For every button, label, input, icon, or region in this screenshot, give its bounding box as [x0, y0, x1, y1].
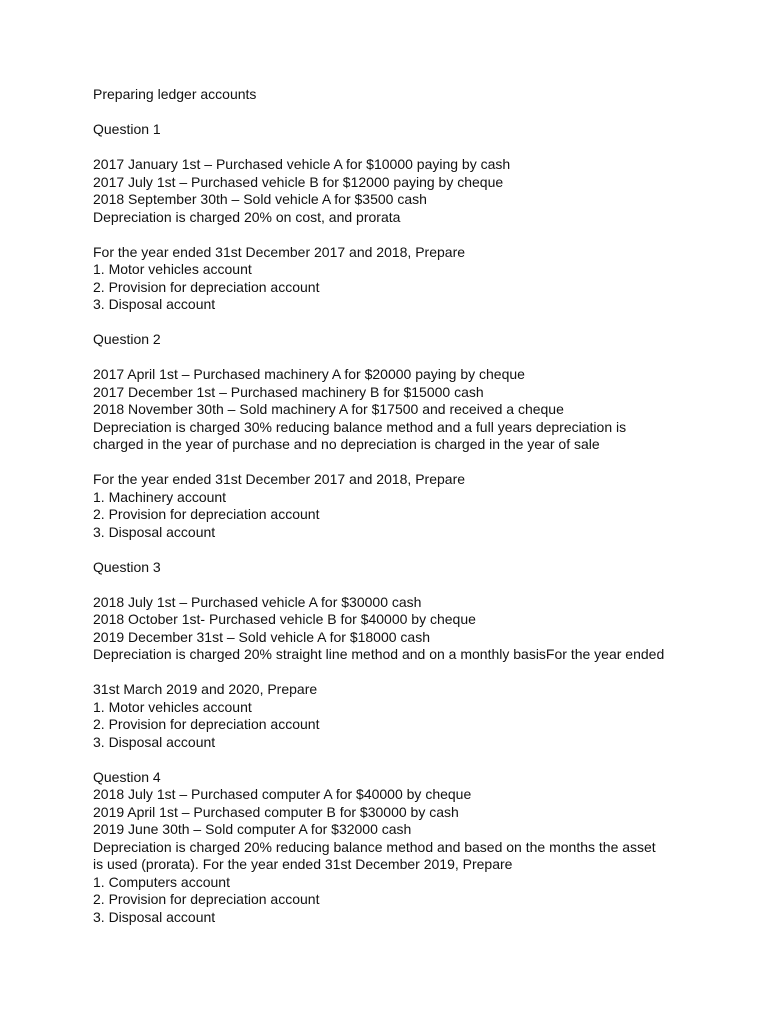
depreciation-note: Depreciation is charged 20% on cost, and prorata: [93, 208, 401, 225]
transaction-line: 2019 December 31st – Sold vehicle A for $18000 cash: [93, 628, 430, 645]
list-item: 2. Provision for depreciation account: [93, 716, 320, 732]
question-prompt: For the year ended 31st December 2017 and 2018, Prepare: [93, 471, 466, 487]
list-item: 2. Provision for depreciation account: [93, 278, 320, 295]
list-item: 2. Provision for depreciation account: [93, 891, 320, 907]
spacer: [93, 104, 733, 122]
depreciation-note: Depreciation is charged 20% straight line method and on a monthly basisFor the year ended: [93, 646, 665, 662]
transaction-line: 2019 April 1st – Purchased computer B for $30000 by cash: [93, 803, 459, 820]
spacer: [93, 139, 733, 157]
question-prompt: 31st March 2019 and 2020, Prepare: [93, 681, 318, 697]
transaction-line: 2018 October 1st- Purchased vehicle B for $40000 by cheque: [93, 611, 476, 627]
transaction-line: 2018 July 1st – Purchased computer A for $40000 by cheque: [93, 786, 472, 802]
spacer: [93, 349, 733, 367]
question-2: [93, 331, 733, 559]
spacer: [93, 541, 733, 559]
question-prompt: For the year ended 31st December 2017 and 2018, Prepare: [93, 243, 466, 260]
question-4: [93, 769, 733, 927]
spacer: [93, 664, 733, 682]
list-item: 1. Motor vehicles account: [93, 698, 252, 715]
depreciation-note: Depreciation is charged 20% reducing balance method and based on the months the asset: [93, 838, 656, 855]
question-heading: Question 2: [93, 331, 161, 347]
transaction-line: 2017 July 1st – Purchased vehicle B for $12000 paying by cheque: [93, 173, 504, 190]
list-item: 1. Computers account: [93, 873, 230, 890]
list-item: 2. Provision for depreciation account: [93, 506, 320, 522]
transaction-line: 2018 September 30th – Sold vehicle A for $3500 cash: [93, 191, 427, 207]
spacer: [93, 226, 733, 244]
list-item: 1. Motor vehicles account: [93, 261, 252, 277]
transaction-line: 2019 June 30th – Sold computer A for $32000 cash: [93, 821, 412, 837]
transaction-line: 2017 January 1st – Purchased vehicle A for $10000 paying by cash: [93, 156, 511, 172]
question-heading: Question 1: [93, 121, 161, 137]
transaction-line: 2017 April 1st – Purchased machinery A for $20000 paying by cheque: [93, 366, 525, 382]
spacer: [93, 751, 733, 769]
transaction-line: 2017 December 1st – Purchased machinery B for $15000 cash: [93, 383, 484, 400]
question-1: [93, 121, 733, 331]
depreciation-note: Depreciation is charged 30% reducing balance method and a full years depreciation is: [93, 418, 627, 435]
list-item: 1. Machinery account: [93, 488, 227, 505]
list-item: 3. Disposal account: [93, 523, 216, 540]
list-item: 3. Disposal account: [93, 296, 216, 312]
list-item: 3. Disposal account: [93, 908, 216, 925]
spacer: [93, 576, 733, 594]
page-title: Preparing ledger accounts: [93, 86, 257, 102]
question-heading: Question 3: [93, 558, 161, 575]
depreciation-note: charged in the year of purchase and no depreciation is charged in the year of sale: [93, 436, 600, 452]
document-body: [93, 86, 733, 926]
depreciation-note: is used (prorata). For the year ended 31st December 2019, Prepare: [93, 856, 513, 872]
list-item: 3. Disposal account: [93, 733, 216, 750]
transaction-line: 2018 November 30th – Sold machinery A for $17500 and received a cheque: [93, 401, 564, 417]
transaction-line: 2018 July 1st – Purchased vehicle A for $30000 cash: [93, 593, 422, 610]
spacer: [93, 454, 733, 472]
spacer: [93, 314, 733, 332]
question-heading: Question 4: [93, 768, 161, 785]
question-3: [93, 559, 733, 769]
